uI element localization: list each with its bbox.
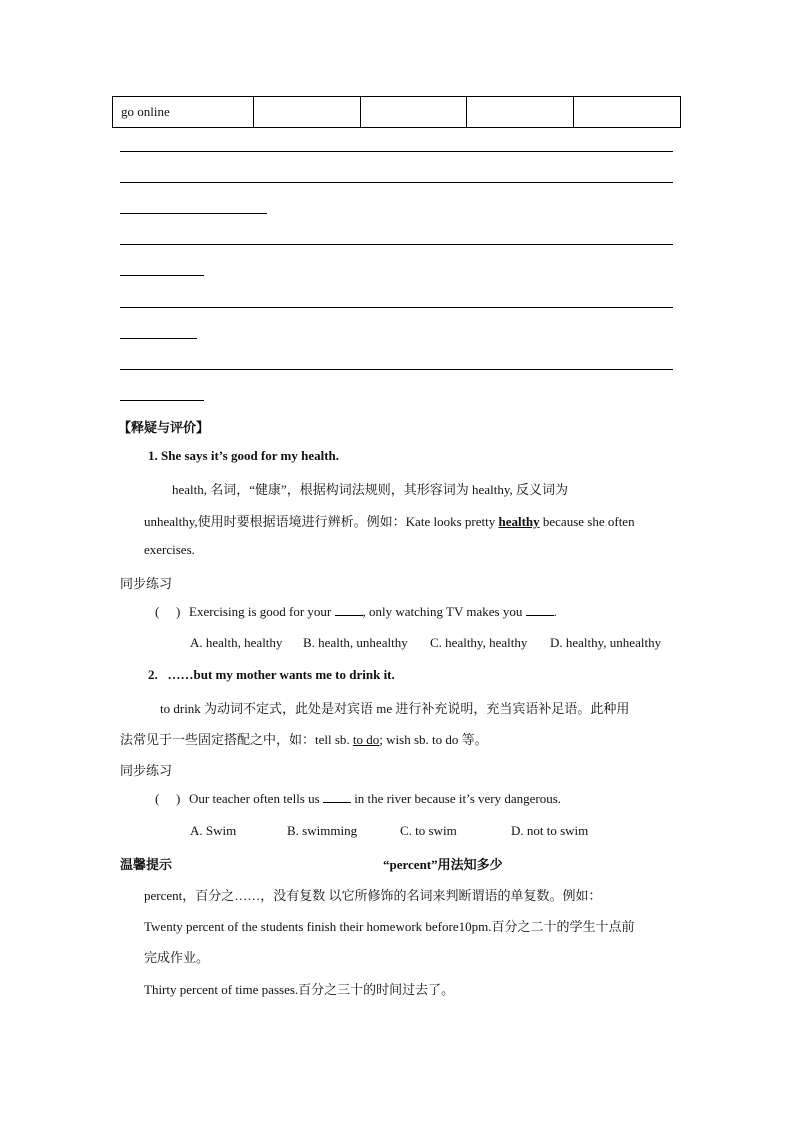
writing-line [120, 307, 673, 308]
table-row [113, 97, 681, 128]
q2-paren-close: ) [176, 791, 181, 806]
table-cell-blank [467, 97, 574, 128]
q1-text-c: . [553, 604, 557, 619]
item1-line2 [144, 511, 635, 530]
q2-question [189, 791, 561, 807]
q1-blank-1[interactable] [335, 604, 363, 616]
q1-text-b: , only watching TV makes you [362, 604, 526, 619]
item2-line2-post: ; wish sb. to do 等。 [379, 732, 488, 747]
item1-example-word: healthy [498, 514, 540, 529]
item2-example-word: to do [352, 732, 380, 747]
tip-line2: Twenty percent of the students finish their homework before10pm.百分之二十的学生十点前 [144, 919, 635, 934]
q2-blank[interactable] [323, 791, 351, 803]
writing-line [120, 400, 204, 401]
q2-option-b[interactable]: B. swimming [287, 823, 358, 838]
q2-option-a[interactable]: A. Swim [190, 823, 237, 838]
q1-paren-close: ) [176, 604, 181, 619]
table-cell-blank [253, 97, 360, 128]
writing-line [120, 182, 673, 183]
table-cell-blank [360, 97, 467, 128]
item2-line2 [120, 729, 488, 748]
writing-line [120, 338, 197, 339]
practice-label: 同步练习 [120, 763, 173, 778]
table-cell-go-online: go online [113, 97, 254, 128]
tip-title: “percent”用法知多少 [383, 857, 503, 872]
item1-heading: 1. She says it’s good for my health. [148, 448, 340, 463]
q1-paren-open: ( [155, 604, 160, 619]
q1-option-d[interactable]: D. healthy, unhealthy [550, 635, 662, 650]
item1-line3: exercises. [144, 542, 195, 557]
vocab-table [112, 96, 681, 128]
q1-option-a[interactable]: A. health, healthy [190, 635, 283, 650]
q1-option-b[interactable]: B. health, unhealthy [303, 635, 408, 650]
q2-text-a: Our teacher often tells us [189, 791, 323, 806]
item2-heading: 2. ……but my mother wants me to drink it. [148, 667, 395, 682]
writing-line [120, 213, 267, 214]
practice-label: 同步练习 [120, 576, 173, 591]
item1-line2-post: because she often [539, 514, 635, 529]
q2-option-c[interactable]: C. to swim [400, 823, 457, 838]
item2-line2-pre: 法常见于一些固定搭配之中，如：tell sb. [120, 732, 353, 747]
item2-line1: to drink 为动词不定式，此处是对宾语 me 进行补充说明，充当宾语补足语。此种用 [160, 701, 630, 716]
writing-line [120, 275, 204, 276]
q2-option-d[interactable]: D. not to swim [511, 823, 589, 838]
writing-line [120, 369, 673, 370]
writing-line [120, 151, 673, 152]
tip-line3: 完成作业。 [144, 950, 210, 965]
q1-blank-2[interactable] [526, 604, 554, 616]
tip-line4: Thirty percent of time passes.百分之三十的时间过去了。 [144, 982, 455, 997]
writing-line [120, 244, 673, 245]
q2-paren-open: ( [155, 791, 160, 806]
table-cell-blank [574, 97, 681, 128]
q1-question [189, 604, 557, 620]
tip-label: 温馨提示 [120, 857, 173, 872]
section-title: 【释疑与评价】 [118, 420, 210, 435]
item1-line1: health, 名词，“健康”，根据构词法规则，其形容词为 healthy, 反义词为 [172, 482, 568, 497]
tip-line1: percent，百分之……，没有复数 以它所修饰的名词来判断谓语的单复数。例如： [144, 888, 602, 903]
item1-line2-pre: unhealthy,使用时要根据语境进行辨析。例如：Kate looks pretty [144, 514, 499, 529]
q1-option-c[interactable]: C. healthy, healthy [430, 635, 528, 650]
q1-text-a: Exercising is good for your [189, 604, 335, 619]
q2-text-b: in the river because it’s very dangerous. [350, 791, 562, 806]
